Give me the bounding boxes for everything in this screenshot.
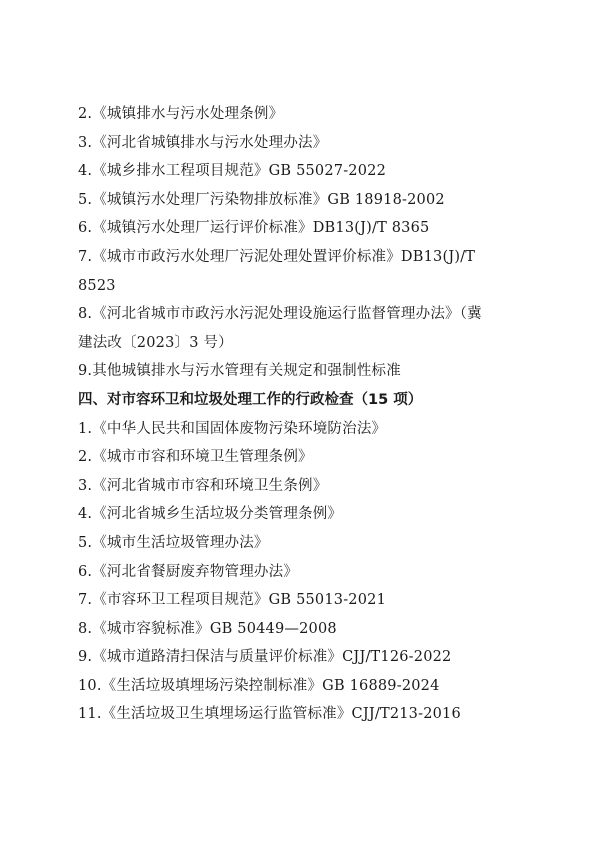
list-item: 5.《城镇污水处理厂污染物排放标准》GB 18918-2002 [78,191,445,208]
list-item: 6.《河北省餐厨废弃物管理办法》 [78,563,299,580]
list-item: 11.《生活垃圾卫生填埋场运行监管标准》CJJ/T213-2016 [78,706,461,723]
list-item: 6.《城镇污水处理厂运行评价标准》DB13(J)/T 8365 [78,220,430,237]
list-item: 7.《市容环卫工程项目规范》GB 55013-2021 [78,592,387,609]
list-item-continuation: 建法改〔2023〕3 号） [78,334,233,351]
list-item: 10.《生活垃圾填埋场污染控制标准》GB 16889-2024 [78,677,440,694]
list-item: 9.《城市道路清扫保洁与质量评价标准》CJJ/T126-2022 [78,649,452,666]
list-item: 8.《城市容貌标准》GB 50449—2008 [78,620,337,637]
list-item: 4.《河北省城乡生活垃圾分类管理条例》 [78,506,343,523]
list-item: 4.《城乡排水工程项目规范》GB 55027-2022 [78,163,387,180]
document-body [78,100,548,729]
list-item: 2.《城市市容和环境卫生管理条例》 [78,449,313,466]
list-item: 2.《城镇排水与污水处理条例》 [78,106,284,122]
list-item: 7.《城市市政污水处理厂污泥处理处置评价标准》DB13(J)/T [78,248,476,265]
list-item: 8.《河北省城市市政污水污泥处理设施运行监督管理办法》（冀 [78,306,482,323]
list-item: 3.《河北省城市市容和环境卫生条例》 [78,477,328,494]
list-item: 5.《城市生活垃圾管理办法》 [78,534,269,551]
list-item: 1.《中华人民共和国固体废物污染环境防治法》 [78,420,387,437]
list-item-continuation: 8523 [78,277,116,294]
section-heading: 四、对市容环卫和垃圾处理工作的行政检查（15 项） [78,391,423,408]
list-item: 9.其他城镇排水与污水管理有关规定和强制性标准 [78,363,401,380]
list-item: 3.《河北省城镇排水与污水处理办法》 [78,134,328,151]
